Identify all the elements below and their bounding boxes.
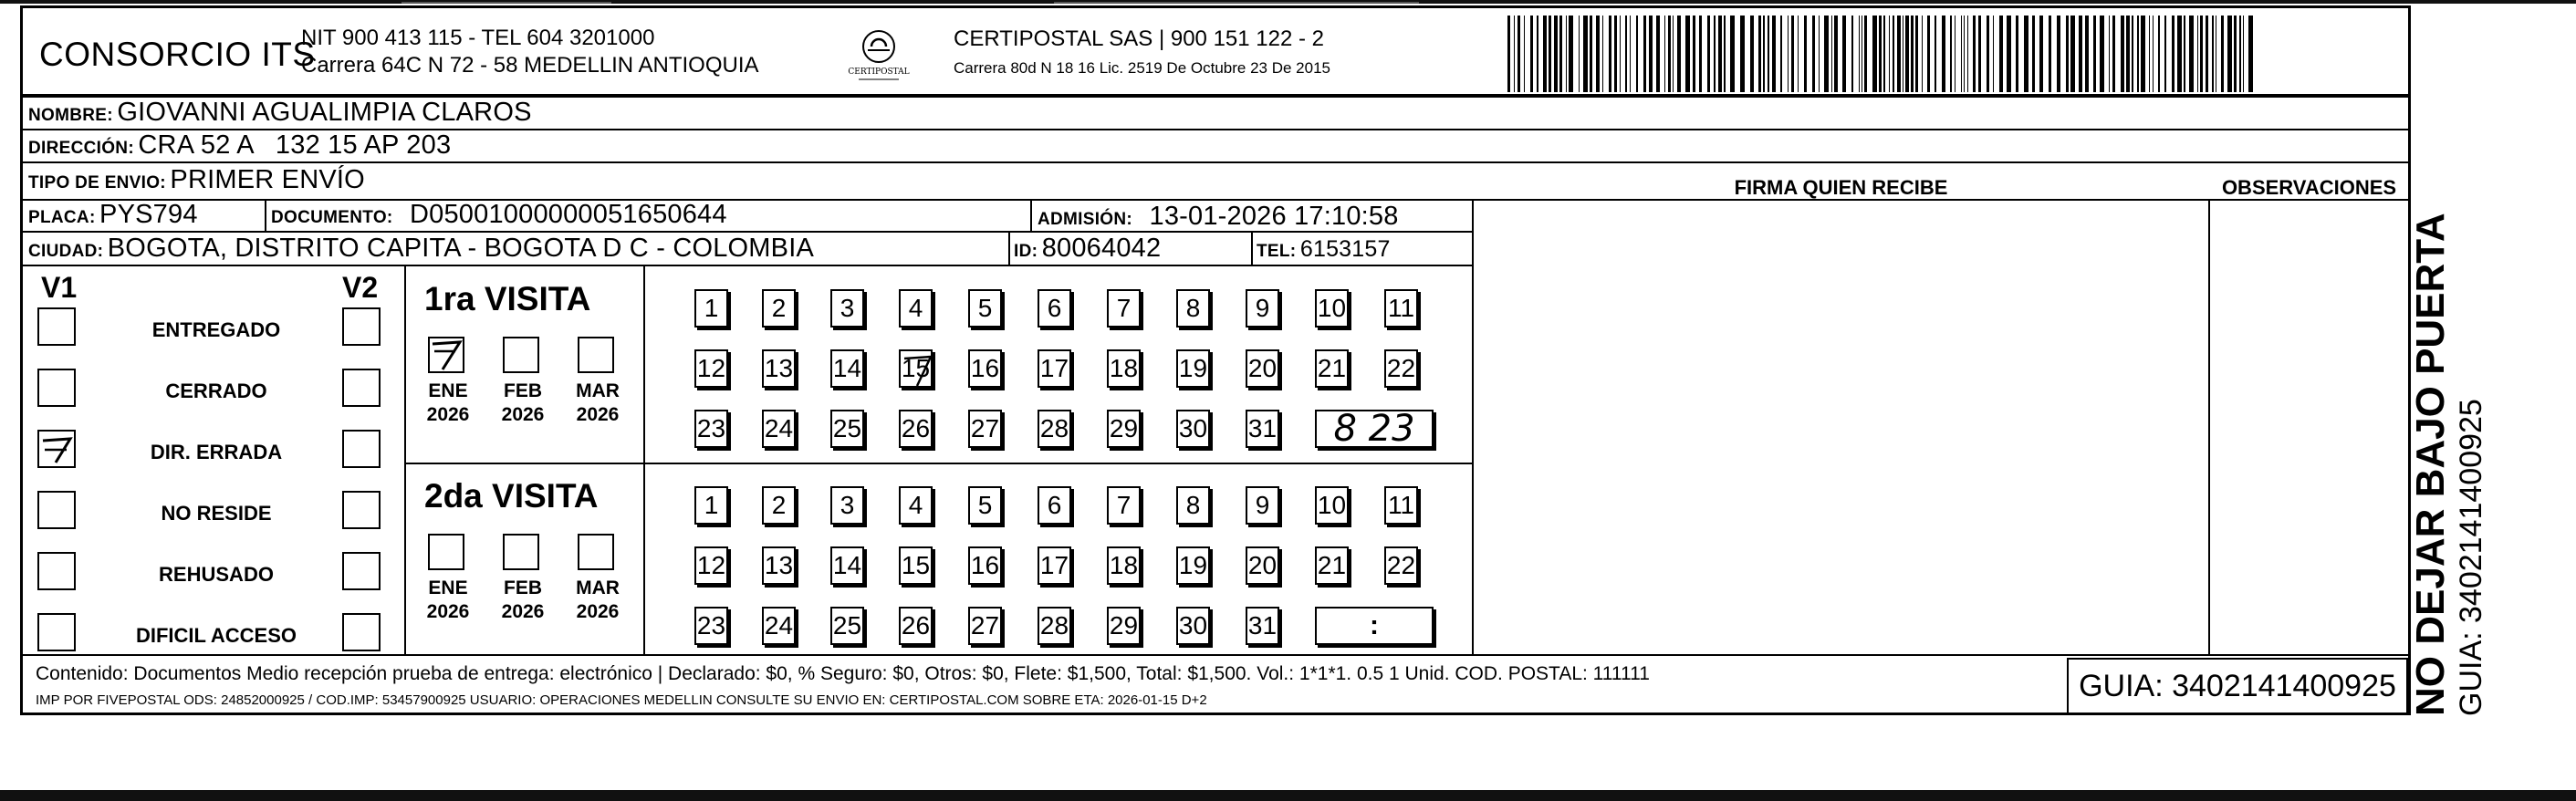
day-box[interactable]: 9 [1246,289,1279,328]
tel-field [1257,236,1391,263]
top-separator [402,2,611,4]
placa-field [28,200,198,230]
day-box[interactable]: 23 [694,410,728,448]
handwritten-time: 8 23 [1333,408,1415,450]
direccion-value: CRA 52 A 132 15 AP 203 [138,130,452,160]
month-checkbox[interactable] [503,534,539,570]
day-box[interactable]: 30 [1176,607,1210,645]
day-box[interactable]: 17 [1038,349,1071,388]
day-box[interactable]: 17 [1038,546,1071,585]
certipostal-logo-icon [833,23,924,87]
col-divider [1251,231,1253,265]
row-divider [23,265,1472,266]
placa-label: PLACA: [28,208,96,227]
side-notice [2409,169,2489,716]
day-box[interactable]: 22 [1384,546,1418,585]
guia-box: GUIA: 3402141400925 [2067,658,2408,714]
ciudad-label: CIUDAD: [28,242,104,261]
tel-value: 6153157 [1299,236,1391,262]
firma-header: FIRMA QUIEN RECIBE [1734,176,1948,199]
day-box[interactable]: 28 [1038,410,1071,448]
month-label: FEB [504,380,542,401]
day-box[interactable]: 24 [762,410,796,448]
day-box[interactable]: 16 [968,546,1002,585]
day-box[interactable]: 9 [1246,486,1279,525]
certipostal-info: CERTIPOSTAL SAS | 900 151 122 - 2 [954,26,1324,51]
month-label: ENE [428,577,468,598]
documento-label: DOCUMENTO: [271,208,393,227]
status-checkbox-v1[interactable] [37,369,76,407]
day-box[interactable]: 19 [1176,349,1210,388]
status-checkbox-v1[interactable] [37,552,76,590]
day-box[interactable]: 24 [762,607,796,645]
direccion-label: DIRECCIÓN: [28,139,134,158]
day-box[interactable]: 20 [1246,349,1279,388]
day-box[interactable]: 7 [1107,289,1141,328]
month-year: 2026 [501,601,545,622]
day-box[interactable]: 19 [1176,546,1210,585]
status-label: REHUSADO [159,563,274,586]
tipo-envio-value: PRIMER ENVÍO [170,165,365,194]
month-checkbox[interactable] [578,534,614,570]
footer-print-info: IMP POR FIVEPOSTAL ODS: 24852000925 / COD.IMP: 53457900925 USUARIO: OPERACIONES MEDELLIN CONSULTE SU ENVIO EN: CERTIPOSTAL.COM SOBRE ETA: 2026-01-15 D+2 [36,692,1207,708]
status-checkbox-v1[interactable] [37,430,76,468]
day-box[interactable]: 3 [830,289,864,328]
day-box[interactable]: 8 [1176,289,1210,328]
month-label: MAR [576,380,620,401]
day-box[interactable]: 2 [762,486,796,525]
footer-divider [23,654,2408,656]
direccion-field [28,130,451,161]
day-box[interactable]: 2 [762,289,796,328]
status-checkbox-v1[interactable] [37,307,76,346]
day-box[interactable]: 4 [899,486,933,525]
day-box[interactable]: 25 [830,410,864,448]
month-year: 2026 [576,601,620,622]
month-label: FEB [504,577,542,598]
tel-label: TEL: [1257,242,1297,261]
admision-label: ADMISIÓN: [1038,210,1133,229]
day-box[interactable]: 12 [694,349,728,388]
day-box[interactable]: 27 [968,410,1002,448]
barcode-icon [1506,16,2254,92]
documento-value: D05001000000051650644 [410,200,727,229]
day-box[interactable]: 1 [694,289,728,328]
day-box[interactable]: 8 [1176,486,1210,525]
day-box[interactable]: 16 [968,349,1002,388]
day-box[interactable]: 14 [830,546,864,585]
bottom-border [0,790,2576,801]
company-nit: NIT 900 413 115 - TEL 604 3201000 [301,26,655,50]
status-checkbox-v1[interactable] [37,491,76,529]
placa-value: PYS794 [99,200,198,229]
day-box[interactable]: 25 [830,607,864,645]
nombre-label: NOMBRE: [28,106,113,125]
ciudad-value: BOGOTA, DISTRITO CAPITA - BOGOTA D C - COLOMBIA [107,234,814,263]
col-divider [1472,199,1474,655]
month-year: 2026 [576,404,620,425]
col-divider [2208,199,2210,655]
observaciones-header: OBSERVACIONES [2221,176,2397,199]
id-label: ID: [1014,242,1038,261]
no-dejar-bajo-puerta: NO DEJAR BAJO PUERTA [2408,213,2453,716]
tipo-envio-field [28,165,365,195]
day-box[interactable]: 7 [1107,486,1141,525]
tipo-envio-label: TIPO DE ENVIO: [28,173,166,192]
row-divider [23,161,2408,163]
month-checkbox[interactable] [428,337,464,373]
day-box[interactable]: 18 [1107,349,1141,388]
col-divider [265,199,266,232]
day-box[interactable]: 11 [1384,289,1418,328]
status-checkbox-v2[interactable] [342,552,381,590]
status-label: DIFICIL ACCESO [135,624,297,647]
company-address: Carrera 64C N 72 - 58 MEDELLIN ANTIOQUIA [301,53,759,78]
month-year: 2026 [426,601,470,622]
day-box[interactable]: 12 [694,546,728,585]
day-box[interactable]: 20 [1246,546,1279,585]
day-box[interactable]: 13 [762,349,796,388]
time-box[interactable] [1315,607,1434,645]
id-value: 80064042 [1041,234,1162,263]
nombre-field [28,98,532,128]
month-checkbox[interactable] [578,337,614,373]
day-box[interactable]: 31 [1246,607,1279,645]
col-divider [1008,231,1010,265]
status-label: NO RESIDE [161,502,272,525]
header-box [20,5,2411,97]
top-separator [1054,2,1419,4]
status-label: CERRADO [165,380,267,402]
id-field [1014,234,1161,264]
day-box[interactable]: 4 [899,289,933,328]
col-divider [404,265,406,655]
day-box[interactable]: 21 [1315,546,1349,585]
day-box[interactable]: 13 [762,546,796,585]
month-checkbox[interactable] [428,534,464,570]
day-box[interactable]: 26 [899,410,933,448]
day-box[interactable]: 21 [1315,349,1349,388]
status-checkbox-v2[interactable] [342,613,381,651]
side-guia: GUIA: 3402141400925 [2454,399,2488,716]
col-divider [643,265,645,655]
day-box[interactable]: 31 [1246,410,1279,448]
status-label: ENTREGADO [151,318,281,341]
day-box[interactable]: 6 [1038,289,1071,328]
day-box[interactable]: 10 [1315,486,1349,525]
status-checkbox-v2[interactable] [342,369,381,407]
delivery-form [20,95,2411,715]
day-box[interactable]: 3 [830,486,864,525]
month-year: 2026 [501,404,545,425]
status-checkbox-v2[interactable] [342,491,381,529]
day-box[interactable]: 28 [1038,607,1071,645]
documento-field [271,200,727,230]
company-name: CONSORCIO ITS [39,36,316,73]
svg-text:CERTIPOSTAL: CERTIPOSTAL [848,68,910,77]
day-box[interactable]: 27 [968,607,1002,645]
day-box[interactable]: 5 [968,289,1002,328]
company-info [301,25,759,79]
time-box[interactable] [1315,410,1434,448]
visit-title: 2da VISITA [424,477,599,515]
day-box[interactable]: 15 [899,349,933,388]
day-box[interactable]: 15 [899,546,933,585]
month-checkbox[interactable] [503,337,539,373]
day-box[interactable]: 29 [1107,607,1141,645]
day-box[interactable]: 1 [694,486,728,525]
month-year: 2026 [426,404,470,425]
day-box[interactable]: 11 [1384,486,1418,525]
day-box[interactable]: 10 [1315,289,1349,328]
footer-contents: Contenido: Documentos Medio recepción prueba de entrega: electrónico | Declarado: $0, % Seguro: $0, Otros: $0, Flete: $1,500, Total: $1,500. Vol.: 1*1*1. 0.5 1 Unid. COD. POSTAL: 111111 [36,663,1650,684]
day-box[interactable]: 6 [1038,486,1071,525]
status-checkbox-v1[interactable] [37,613,76,651]
v2-label: V2 [342,271,379,304]
day-box[interactable]: 29 [1107,410,1141,448]
time-separator: : [1370,610,1379,640]
status-checkbox-v2[interactable] [342,307,381,346]
day-box[interactable]: 18 [1107,546,1141,585]
nombre-value: GIOVANNI AGUALIMPIA CLAROS [117,98,532,127]
day-box[interactable]: 26 [899,607,933,645]
admision-field [1038,202,1399,232]
col-divider [1030,199,1032,232]
v1-label: V1 [41,271,78,304]
month-label: ENE [428,380,468,401]
admision-value: 13-01-2026 17:10:58 [1149,202,1399,231]
status-checkbox-v2[interactable] [342,430,381,468]
day-box[interactable]: 22 [1384,349,1418,388]
month-label: MAR [576,577,620,598]
day-box[interactable]: 5 [968,486,1002,525]
ciudad-field [28,234,814,264]
day-box[interactable]: 30 [1176,410,1210,448]
certipostal-address: Carrera 80d N 18 16 Lic. 2519 De Octubre 23 De 2015 [954,59,1330,77]
day-box[interactable]: 23 [694,607,728,645]
day-box[interactable]: 14 [830,349,864,388]
status-label: DIR. ERRADA [150,441,283,463]
row-divider [404,463,1472,464]
visit-title: 1ra VISITA [424,280,591,317]
